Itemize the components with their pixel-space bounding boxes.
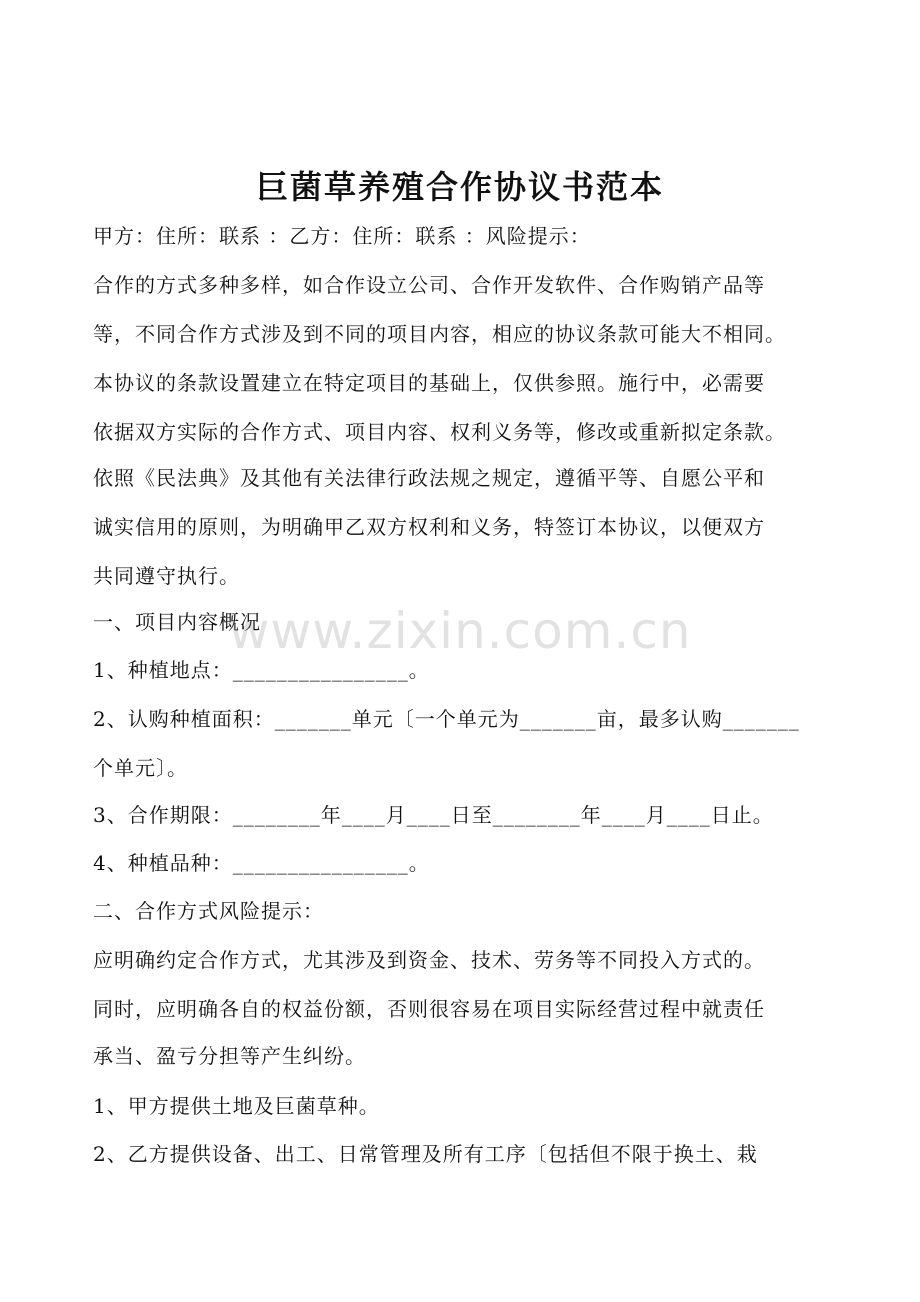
paragraph-line: 承当、盈亏分担等产生纠纷。: [93, 1044, 366, 1068]
list-item: 1、种植地点：________________。: [93, 658, 430, 682]
list-item: 个单元〕。: [93, 756, 188, 780]
document-title: 巨菌草养殖合作协议书范本: [255, 168, 664, 206]
list-item: 2、乙方提供设备、出工、日常管理及所有工序〔包括但不限于换土、栽: [93, 1142, 758, 1166]
list-item: 2、认购种植面积：_______单元〔一个单元为_______亩，最多认购_______: [93, 707, 800, 731]
paragraph-line: 本协议的条款设置建立在特定项目的基础上，仅供参照。施行中，必需要: [93, 371, 765, 395]
paragraph-line: 同时，应明确各自的权益份额，否则很容易在项目实际经营过程中就责任: [93, 997, 765, 1021]
party-info-line: 甲方：住所：联系 ：乙方：住所：联系 ：风险提示：: [93, 224, 591, 248]
list-item: 4、种植品种：________________。: [93, 851, 430, 875]
paragraph-line: 应明确约定合作方式，尤其涉及到资金、技术、劳务等不同投入方式的。: [93, 948, 765, 972]
paragraph-line: 诚实信用的原则，为明确甲乙双方权利和义务，特签订本协议，以便双方: [93, 515, 765, 539]
section-heading: 一、项目内容概况: [93, 610, 261, 634]
paragraph-line: 依照《民法典》及其他有关法律行政法规之规定，遵循平等、自愿公平和: [93, 466, 765, 490]
paragraph-line: 依据双方实际的合作方式、项目内容、权利义务等，修改或重新拟定条款。: [93, 420, 786, 444]
section-heading: 二、合作方式风险提示：: [93, 899, 324, 923]
list-item: 1、甲方提供土地及巨菌草种。: [93, 1094, 380, 1118]
watermark: www.zixin.com.cn: [228, 602, 692, 660]
paragraph-line: 合作的方式多种多样，如合作设立公司、合作开发软件、合作购销产品等: [93, 273, 765, 297]
paragraph-line: 共同遵守执行。: [93, 564, 240, 588]
list-item: 3、合作期限：________年____月____日至________年____月____日止。: [93, 803, 774, 827]
paragraph-line: 等，不同合作方式涉及到不同的项目内容，相应的协议条款可能大不相同。: [93, 322, 786, 346]
